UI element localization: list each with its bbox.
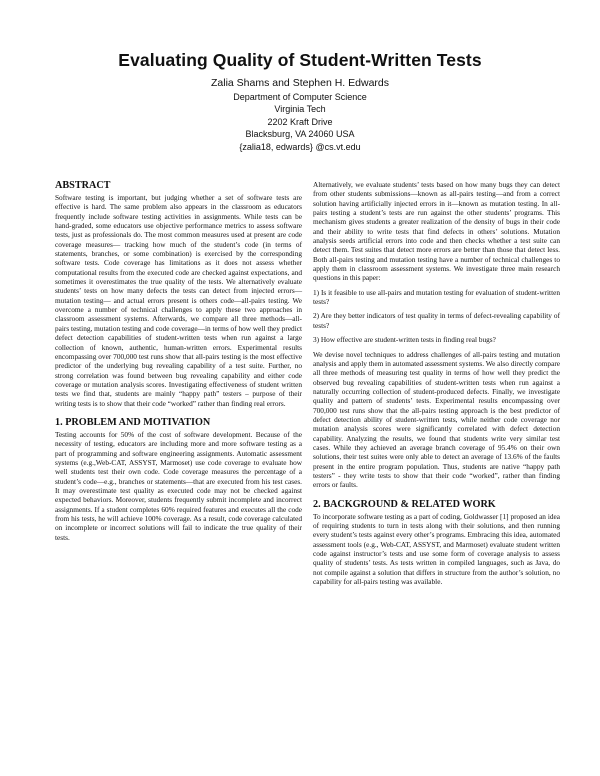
author-affiliation bbox=[0, 91, 600, 153]
author-email: {zalia18, edwards} @cs.vt.edu bbox=[239, 141, 361, 152]
abstract-text: Software testing is important, but judging whether a set of software tests are effective is hard. The same problem also appears in the classroom as educators frequently include software testing activities in assignments. While tests can be hand-graded, some educators use objective performance metrics to assess software tests, just as professionals do. The most common measures used at present are code coverage measures— tracking how much of the student’s code (in terms of statements, branches, or some combination) is exercised by the corresponding software tests. Code coverage has limitations as it does not assess whether computational results from the executed code are checked against expectations, and sometimes it overestimates the true quality of the tests. We alternatively evaluate students’ tests on how many defects the tests can detect from injected errors—mutation testing— and actual errors present is others code—all-pairs testing. We overcome a number of technical challenges to apply these two approaches in classroom assessment systems. Afterwards, we compare all three methods—all-pairs testing, mutation testing and code coverage—in terms of how well they predict defect detection capabilities of student-written tests when run against a large collection of known, authentic, human-written errors. Experimental results encompassing over 700,000 test runs show that all-pairs testing is the most effective predictor of the underlying bug revealing capability of a test suite. Further, no strong correlation was found between bug revealing capability and either code coverage or mutation analysis scores. Investigating effectiveness of student written tests we find that, students are mainly “happy path” testers – purpose of their writing tests is to show that their code “worked” rather than finding real errors. bbox=[55, 193, 302, 408]
intro-continued-text: Alternatively, we evaluate students’ tests based on how many bugs they can detect from other students submissions—known as all-pairs testing—and from a correct solution having artificially injected errors in it—known as mutation testing. In all-pairs testing a student’s tests are run against the other students’ programs. This mechanism gives students a greater realization of the density of bugs in their code and their ability to write tests that find defects in others’ solutions. Mutation analysis seeds artificial errors into code and then checks whether a test suite can detect them. Test suites that detect more errors are better than those that detect less. Both all-pairs testing and mutation testing have a number of technical challenges to apply them in classroom assessment systems. We investigate three main research questions in this paper: bbox=[313, 180, 560, 283]
section-2-text: To incorporate software testing as a part of coding, Goldwasser [1] proposed an idea of requiring students to turn in tests along with their solutions, and then running every student’s tests against every other’s programs. Embracing this idea, automated assessment tools (e.g., Web-CAT, ASSYST, and Marmoset) evaluate student written code against instructor’s tests and use some form of coverage analysis to assess quality of students’ tests. As tests written in compiled languages, such as Java, do not compile against a solution that differs in structure from the author’s solution, no capability for all-pairs testing was available. bbox=[313, 511, 560, 587]
section-1-text: Testing accounts for 50% of the cost of software development. Because of the necessity of testing, educators are including more and more software testing as a part of programming and software engineering assignments. Automatic assessment systems (e.g.,Web-CAT, ASSYST, Marmoset) use code coverage to evaluate how well students test their own code. Code coverage measures the percentage of a student’s code—e.g., branches or statements—that are executed from his test cases. It may overestimate test quality as executed code may not be checked against expected behaviors. Moreover, students frequently submit incomplete and incorrect assignments. If a student completes 60% required features and executes all the code from his tests, he will achieve 100% coverage. As a result, code coverage calculated on incomplete or incorrect solutions will fail to indicate the true quality of their tests. bbox=[55, 429, 302, 542]
right-column bbox=[313, 180, 560, 586]
contributions-text: We devise novel techniques to address challenges of all-pairs testing and mutation analysis and apply them in automated assessment systems. We also directly compare all three methods of measuring test quality in terms of how well they predict the observed bug revealing capabilities of student-written tests when run against a naturally occurring collection of student-produced defects. Finally, we investigate quality and pattern of students’ tests. Experimental results encompassing over 700,000 test runs show that the all-pairs testing approach is the best predictor of defect detection ability of student-written tests, while neither code coverage nor mutation analysis scores were significantly correlated with defect detection capability. Analyzing the results, we found that students write very similar test cases. While they achieved an average branch coverage of 95.4% on their own solutions, their test suites were only able to detect an average of 13.6% of the faults present in the entire program population. Thus, students are native “happy path testers” - they write tests to show that their code “worked”, rather than finding errors or faults. bbox=[313, 349, 560, 490]
section-2-heading: 2. BACKGROUND & RELATED WORK bbox=[313, 498, 496, 510]
paper-authors: Zalia Shams and Stephen H. Edwards bbox=[210, 77, 389, 89]
research-question-3: 3) How effective are student-written tests in finding real bugs? bbox=[313, 335, 496, 345]
left-column bbox=[55, 180, 302, 542]
abstract-heading: ABSTRACT bbox=[55, 180, 111, 191]
affiliation-city: Blacksburg, VA 24060 USA bbox=[245, 129, 355, 140]
research-question-1: 1) Is it feasible to use all-pairs and mutation testing for evaluation of student-written tests? bbox=[313, 287, 560, 307]
affiliation-street: 2202 Kraft Drive bbox=[267, 116, 333, 127]
paper-title: Evaluating Quality of Student-Written Tests bbox=[118, 50, 482, 70]
affiliation-department: Department of Computer Science bbox=[233, 92, 367, 102]
paper-header bbox=[0, 50, 600, 153]
research-question-2: 2) Are they better indicators of test quality in terms of defect-revealing capability of tests? bbox=[313, 311, 560, 330]
affiliation-university: Virginia Tech bbox=[274, 104, 326, 115]
section-1-heading: 1. PROBLEM AND MOTIVATION bbox=[55, 416, 211, 428]
